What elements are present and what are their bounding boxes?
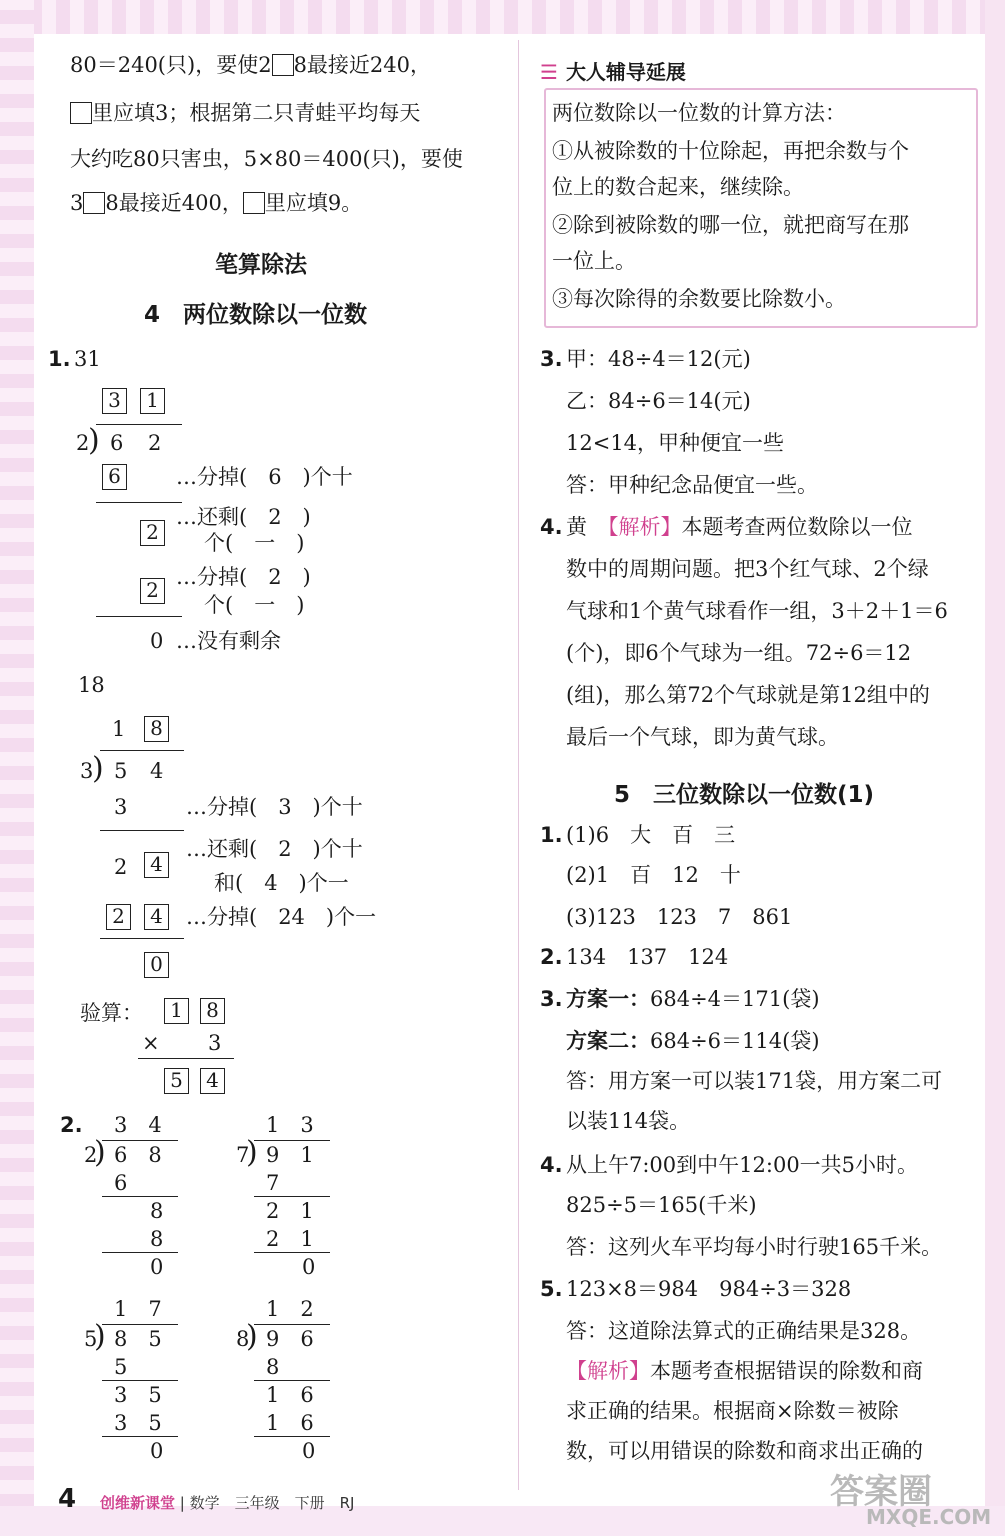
question-number: 4.	[540, 1153, 563, 1177]
step-value: 1 6	[266, 1411, 314, 1435]
step-line	[138, 1058, 234, 1059]
step-value: 8	[266, 1355, 280, 1379]
division-bracket: )	[88, 423, 100, 458]
digit-box: 6	[102, 464, 127, 490]
answer-line: 气球和1个黄气球看作一组，3＋2＋1＝6	[566, 599, 948, 623]
answer-line: 825÷5＝165(千米)	[566, 1193, 757, 1217]
answer-line: 【解析】本题考查根据错误的除数和商	[566, 1359, 923, 1383]
section-title: 笔算除法	[215, 252, 307, 278]
division-bracket: )	[94, 1319, 106, 1354]
dividend: 6 8	[114, 1143, 162, 1167]
step-value: 0	[150, 1255, 164, 1279]
dividend: 8 5	[114, 1327, 162, 1351]
step-value: 6	[114, 1171, 128, 1195]
page-border-right	[985, 0, 1005, 1536]
quotient: 1 7	[114, 1297, 162, 1321]
digit-box: 4	[144, 852, 169, 878]
divisor: 2	[76, 431, 90, 455]
analysis-tag: 【解析】	[566, 1359, 650, 1383]
answer-line: (个)，即6个气球为一组。72÷6＝12	[566, 641, 912, 665]
answer-line: 答：用方案一可以装171袋，用方案二可	[566, 1069, 943, 1093]
step-line	[100, 830, 184, 831]
step-value: 8	[150, 1227, 164, 1251]
digit-box: 8	[200, 998, 225, 1024]
lesson-5-title: 5 三位数除以一位数(1)	[614, 782, 875, 808]
tip-line: 一位上。	[552, 249, 636, 273]
multiplier: 3	[208, 1031, 222, 1055]
step-label: …分掉( 24 )个一	[186, 905, 377, 929]
dividend-digit: 2	[148, 431, 162, 455]
step-line	[96, 502, 182, 503]
footer-info: 创维新课堂 | 数学 三年级 下册 RJ	[100, 1494, 355, 1512]
digit-box: 2	[106, 904, 131, 930]
step-value: 3 5	[114, 1411, 162, 1435]
divisor: 8	[236, 1327, 250, 1351]
dividend-digit: 6	[110, 431, 124, 455]
step-value: 3	[114, 795, 128, 819]
step-label: …没有剩余	[176, 629, 281, 653]
quotient: 3 4	[114, 1113, 162, 1137]
step-value: 0	[150, 1439, 164, 1463]
step-value: 7	[266, 1171, 280, 1195]
step-line	[254, 1436, 330, 1437]
step-value: 8	[150, 1199, 164, 1223]
digit-box: 4	[200, 1068, 225, 1094]
step-label: …还剩( 2 )个十	[186, 837, 363, 861]
answer-line: 123×8＝984 984÷3＝328	[566, 1277, 852, 1301]
times-sign: ×	[142, 1031, 160, 1055]
answer-line: (2)1 百 12 十	[566, 863, 741, 887]
answer-line: 求正确的结果。根据商×除数＝被除	[566, 1399, 899, 1423]
step-label: …分掉( 2 )	[176, 565, 311, 589]
quotient: 1 2	[266, 1297, 314, 1321]
dividend-digit: 4	[150, 759, 164, 783]
divisor: 7	[236, 1143, 250, 1167]
quotient: 1 3	[266, 1113, 314, 1137]
tip-line: ①从被除数的十位除起，再把余数与个	[552, 139, 909, 163]
tip-line: ③每次除得的余数要比除数小。	[552, 287, 846, 311]
step-remainder: 0	[150, 629, 164, 653]
step-label: …分掉( 6 )个十	[176, 465, 353, 489]
step-value: 2 1	[266, 1199, 314, 1223]
intro-line-1: 80＝240(只)，要使2 8最接近240，	[70, 53, 432, 77]
dividend: 9 6	[266, 1327, 314, 1351]
step-line	[102, 1380, 178, 1381]
digit-box: 2	[140, 578, 165, 604]
answer-line: 12<14，甲种便宜一些	[566, 431, 785, 455]
answer-line: 甲：48÷4＝12(元)	[566, 347, 751, 371]
answer-line: 方案二：684÷6＝114(袋)	[566, 1029, 820, 1053]
blank-box	[70, 102, 92, 124]
question-number: 2.	[60, 1113, 83, 1137]
tip-heading: ☰ 大人辅导延展	[540, 60, 686, 84]
intro-line-4: 3 8最接近400， 里应填9。	[70, 191, 363, 215]
watermark-logo: 答案圈	[830, 1472, 932, 1512]
dividend-digit: 5	[114, 759, 128, 783]
question-number: 5.	[540, 1277, 563, 1301]
answer-line: 以装114袋。	[566, 1109, 691, 1133]
blank-box	[243, 192, 265, 214]
analysis-tag: 【解析】	[608, 515, 682, 539]
vinculum	[254, 1324, 330, 1325]
step-line	[102, 1436, 178, 1437]
answer-line: 数中的周期问题。把3个红气球、2个绿	[566, 557, 929, 581]
answer-line: 答：这道除法算式的正确结果是328。	[566, 1319, 922, 1343]
step-value: 0	[302, 1439, 316, 1463]
answer-line: 答：这列火车平均每小时行驶165千米。	[566, 1235, 943, 1259]
answer-line: (组)，那么第72个气球就是第12组中的	[566, 683, 930, 707]
answer-line: (3)123 123 7 861	[566, 905, 793, 929]
digit-box: 4	[144, 904, 169, 930]
answer-line: 最后一个气球，即为黄气球。	[566, 725, 839, 749]
division-bracket: )	[246, 1135, 258, 1170]
step-line	[254, 1380, 330, 1381]
tip-line: ②除到被除数的哪一位，就把商写在那	[552, 213, 909, 237]
divisor: 3	[80, 759, 94, 783]
page-border-left	[0, 0, 34, 1536]
quotient-digit: 1	[112, 717, 126, 741]
digit-box: 8	[144, 716, 169, 742]
division-bracket: )	[246, 1319, 258, 1354]
digit-box: 2	[140, 520, 165, 546]
step-value: 3 5	[114, 1383, 162, 1407]
step-value: 1 6	[266, 1383, 314, 1407]
tip-line: 位上的数合起来，继续除。	[552, 175, 804, 199]
question-number: 3.	[540, 347, 563, 371]
digit-box: 1	[140, 388, 165, 414]
step-label: …分掉( 3 )个十	[186, 795, 363, 819]
digit-box: 3	[102, 388, 127, 414]
vinculum	[102, 1324, 178, 1325]
menu-lines-icon: ☰	[540, 60, 558, 84]
step-line	[102, 1196, 178, 1197]
vinculum	[96, 424, 182, 425]
step-value: 2 1	[266, 1227, 314, 1251]
answer-line: 方案一：684÷4＝171(袋)	[566, 987, 820, 1011]
step-label: 个( 一 )	[204, 593, 305, 617]
answer-line: (1)6 大 百 三	[566, 823, 736, 847]
digit-box: 0	[144, 952, 169, 978]
divisor: 5	[84, 1327, 98, 1351]
lesson-4-title: 4 两位数除以一位数	[144, 302, 368, 328]
question-number: 3.	[540, 987, 563, 1011]
intro-line-3: 大约吃80只害虫，5×80＝400(只)，要使	[70, 147, 463, 171]
question-number: 1.	[540, 823, 563, 847]
watermark-url: MXQE.COM	[866, 1505, 992, 1529]
answer-line: 数，可以用错误的除数和商求出正确的	[566, 1439, 923, 1463]
page-border-top	[0, 0, 1005, 34]
step-line	[254, 1196, 330, 1197]
step-value: 5	[114, 1355, 128, 1379]
division-bracket: )	[92, 751, 104, 786]
tip-line: 两位数除以一位数的计算方法：	[552, 101, 846, 125]
digit-box: 5	[164, 1068, 189, 1094]
vinculum	[100, 750, 184, 751]
step-line	[102, 1252, 178, 1253]
answer-line: 乙：84÷6＝14(元)	[566, 389, 751, 413]
brand-name: 创维新课堂	[100, 1494, 176, 1512]
column-divider	[518, 40, 519, 1490]
answer-line: 134 137 124	[566, 945, 729, 969]
vinculum	[254, 1140, 330, 1141]
step-value: 0	[302, 1255, 316, 1279]
answer-line: 从上午7:00到中午12:00一共5小时。	[566, 1153, 919, 1177]
digit-box: 1	[164, 998, 189, 1024]
question-number: 1.	[48, 347, 71, 371]
check-label: 验算：	[80, 1001, 143, 1025]
answer-18: 18	[78, 673, 105, 697]
answer-line: 黄 【解析】本题考查两位数除以一位	[566, 515, 913, 539]
blank-box	[83, 192, 105, 214]
step-label: 个( 一 )	[204, 531, 305, 555]
dividend: 9 1	[266, 1143, 314, 1167]
divisor: 2	[84, 1143, 98, 1167]
step-label: …还剩( 2 )	[176, 505, 311, 529]
answer-line: 答：甲种纪念品便宜一些。	[566, 473, 818, 497]
page-number: 4	[58, 1484, 77, 1514]
step-line	[100, 938, 184, 939]
question-number: 2.	[540, 945, 563, 969]
step-line	[96, 616, 182, 617]
blank-box	[272, 54, 294, 76]
division-bracket: )	[94, 1135, 106, 1170]
step-line	[254, 1252, 330, 1253]
answer-31: 31	[74, 347, 101, 371]
step-label: 和( 4 )个一	[214, 871, 349, 895]
step-value: 2	[114, 855, 128, 879]
intro-line-2: 里应填3；根据第二只青蛙平均每天	[70, 100, 420, 126]
vinculum	[102, 1140, 178, 1141]
question-number: 4.	[540, 515, 563, 539]
